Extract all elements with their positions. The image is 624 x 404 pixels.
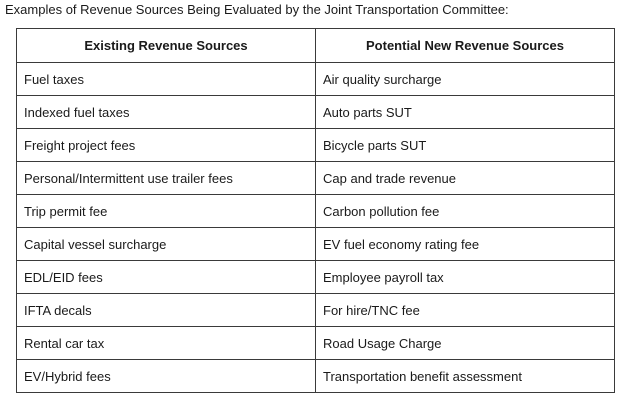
potential-source-cell: Air quality surcharge [316,63,615,96]
potential-source-cell: Auto parts SUT [316,96,615,129]
table-row [17,228,615,261]
table-row [17,294,615,327]
existing-source-cell: EV/Hybrid fees [17,360,316,393]
existing-source-cell: IFTA decals [17,294,316,327]
potential-source-cell: For hire/TNC fee [316,294,615,327]
existing-source-cell: Personal/Intermittent use trailer fees [17,162,316,195]
potential-source-cell: EV fuel economy rating fee [316,228,615,261]
potential-source-cell: Bicycle parts SUT [316,129,615,162]
table-header-row [17,29,615,63]
potential-source-cell: Road Usage Charge [316,327,615,360]
table-row [17,129,615,162]
potential-source-cell: Carbon pollution fee [316,195,615,228]
existing-source-cell: Trip permit fee [17,195,316,228]
table-row [17,261,615,294]
existing-source-cell: Indexed fuel taxes [17,96,316,129]
revenue-sources-table [16,28,615,393]
table-row [17,162,615,195]
header-potential-new-revenue-sources: Potential New Revenue Sources [316,29,615,63]
table-row [17,63,615,96]
existing-source-cell: Capital vessel surcharge [17,228,316,261]
table-caption: Examples of Revenue Sources Being Evaluated by the Joint Transportation Committee: [5,2,509,17]
existing-source-cell: Rental car tax [17,327,316,360]
potential-source-cell: Transportation benefit assessment [316,360,615,393]
existing-source-cell: Fuel taxes [17,63,316,96]
table-row [17,96,615,129]
existing-source-cell: Freight project fees [17,129,316,162]
potential-source-cell: Cap and trade revenue [316,162,615,195]
existing-source-cell: EDL/EID fees [17,261,316,294]
header-existing-revenue-sources: Existing Revenue Sources [17,29,316,63]
table-row [17,327,615,360]
table-row [17,360,615,393]
potential-source-cell: Employee payroll tax [316,261,615,294]
table-row [17,195,615,228]
